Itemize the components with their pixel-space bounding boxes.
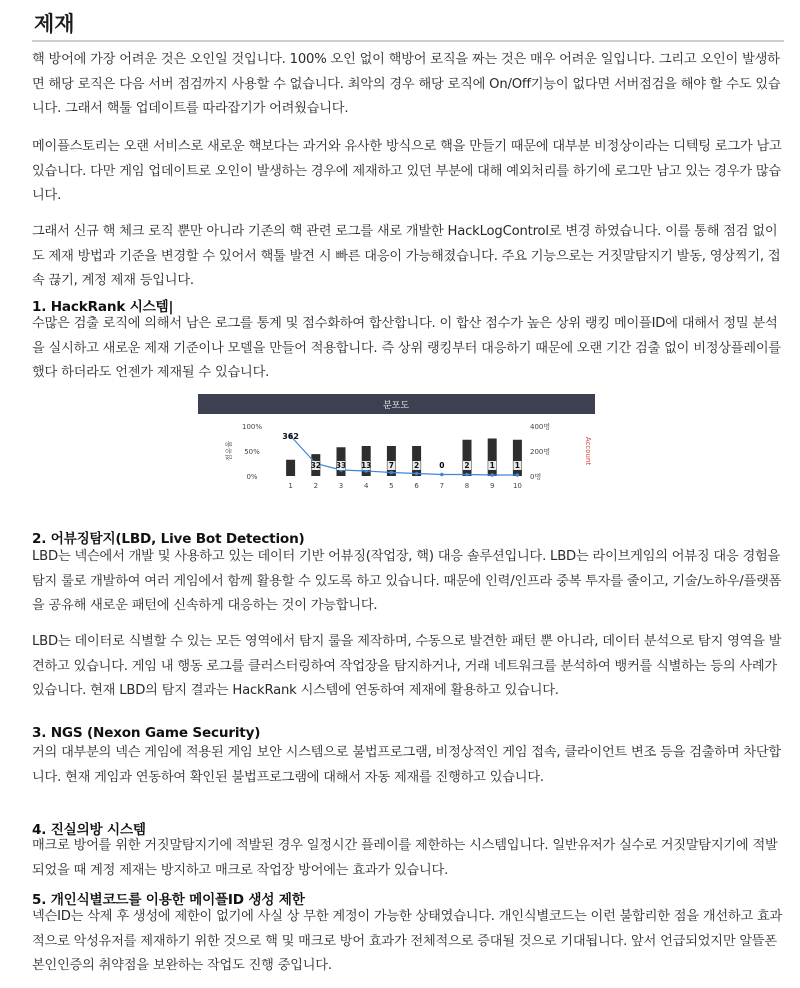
section-heading-lbd: 2. 어뷰징탐지(LBD, Live Bot Detection): [32, 531, 305, 547]
section-heading-hackrank: 1. HackRank 시스템|: [32, 299, 174, 315]
section-heading-id-restriction: 5. 개인식별코드를 이용한 메이플ID 생성 제한: [32, 892, 305, 908]
right-axis-label: Account: [584, 436, 592, 466]
chart-data-label: 7: [388, 461, 395, 470]
page-title: 제재: [34, 12, 75, 36]
chart-data-label: 1: [514, 461, 521, 470]
right-axis-tick-label: 200명: [530, 448, 551, 456]
chart-line-point: [415, 472, 419, 476]
chart-data-label: 362: [282, 432, 299, 441]
section-heading-truth-room: 4. 진실의방 시스템: [32, 822, 146, 838]
x-axis-tick-label: 1: [288, 482, 293, 490]
chart-data-label: 0: [439, 461, 445, 470]
x-axis-tick-label: 4: [363, 482, 369, 490]
chart-series-line: [291, 436, 521, 475]
section-lbd-paragraph-2: LBD는 데이터로 식별할 수 있는 모든 영역에서 탐지 룰을 제작하며, 수동으로 발견한 패턴 뿐 아니라, 데이터 분석으로 탐지 영역을 발견하고 있습니다. 게임 내 행동 로그를 클러스터링하여 작업장을 탐지하거나, 거래 네트워크를 분석하여 뱅커를 식별하는 등의 사례가 있습니다. 현재 LBD의 탐지 결과는 HackRank 시스템에 연동하여 제재에 활용하고 있습니다.: [32, 634, 782, 698]
x-axis-tick-label: 10: [512, 482, 522, 490]
chart-plot-area: [224, 422, 592, 490]
x-axis-tick-label: 6: [414, 482, 419, 490]
chart-data-label: 2: [413, 461, 420, 470]
chart-bar: [513, 440, 522, 476]
section-id-restriction-paragraph: 넥슨ID는 삭제 후 생성에 제한이 없기에 사실 상 무한 계정이 가능한 상태였습니다. 개인식별코드는 이런 불합리한 점을 개선하고 효과적으로 악성유저를 제재하기 위한 것으로 핵 및 매크로 방어 효과가 전체적으로 증대될 것으로 기대됩니다. 앞서 언급되었지만 알뜰폰 본인인증의 취약점을 보완하는 작업도 진행 중입니다.: [32, 909, 783, 973]
left-axis-tick-label: 0%: [246, 473, 258, 481]
left-axis-label: 점유율: [225, 440, 233, 462]
chart-line-point: [516, 473, 520, 477]
chart-bar: [286, 460, 295, 476]
chart-data-label: 13: [360, 461, 372, 470]
chart-data-label: 2: [464, 461, 470, 470]
chart-data-label: 1: [489, 461, 495, 470]
section-truth-room-paragraph: 매크로 방어를 위한 거짓말탐지기에 적발된 경우 일정시간 플레이를 제한하는 시스템입니다. 일반유저가 실수로 거짓말탐지기에 적발되었을 때 계정 제재는 방지하고 매크로 작업장 방어에는 효과가 있습니다.: [32, 838, 778, 878]
x-axis-tick-label: 2: [313, 482, 319, 490]
section-ngs-paragraph: 거의 대부분의 넥슨 게임에 적용된 게임 보안 시스템으로 불법프로그램, 비정상적인 게임 접속, 클라이언트 변조 등을 검출하며 차단합니다. 현재 게임과 연동하여 확인된 불법프로그램에 대해서 자동 제재를 진행하고 있습니다.: [32, 745, 781, 785]
x-axis-tick-label: 7: [439, 482, 445, 490]
x-axis-tick-label: 8: [464, 482, 470, 490]
intro-paragraph-3: 그래서 신규 핵 체크 로직 뿐만 아니라 기존의 핵 관련 로그를 새로 개발한 HackLogControl로 변경 하였습니다. 이를 통해 점검 없이도 제재 방법과 기준을 변경할 수 있어서 핵툴 발견 시 빠른 대응이 가능해졌습니다. 주요 기능으로는 거짓말탐지기 발동, 영상찍기, 접속 끊기, 계정 제재 등입니다.: [32, 224, 781, 288]
chart-title: 분포도: [382, 401, 410, 411]
x-axis-tick-label: 9: [489, 482, 495, 490]
section-lbd-paragraph-1: LBD는 넥슨에서 개발 및 사용하고 있는 데이터 기반 어뷰징(작업장, 핵) 대응 솔루션입니다. LBD는 라이브게임의 어뷰징 대응 경험을 탐지 룰로 개발하여 여러 게임에서 함께 활용할 수 있도록 하고 있습니다. 때문에 인력/인프라 중복 투자를 줄이고, 기술/노하우/플랫폼을 공유해 새로운 패턴에 신속하게 대응하는 것이 가능합니다.: [32, 549, 782, 613]
intro-paragraph-2: 메이플스토리는 오랜 서비스로 새로운 핵보다는 과거와 유사한 방식으로 핵을 만들기 때문에 대부분 비정상이라는 디텍팅 로그가 남고 있습니다. 다만 게임 업데이트로 오인이 발생하는 경우에 제재하고 있던 부분에 대해 예외처리를 하기에 로그만 남고 있는 경우가 많습니다.: [32, 139, 782, 203]
chart-line-point: [490, 473, 494, 477]
distribution-chart: [198, 394, 595, 501]
left-axis-tick-label: 50%: [244, 448, 260, 456]
x-axis-tick-label: 3: [338, 482, 344, 490]
chart-line-point: [465, 473, 469, 477]
chart-data-label: 32: [310, 461, 322, 470]
title-divider: [32, 40, 784, 42]
right-axis-tick-label: 400명: [530, 423, 551, 431]
section-hackrank-paragraph: 수많은 검출 로직에 의해서 남은 로그를 통계 및 점수화하여 합산합니다. 이 합산 점수가 높은 상위 랭킹 메이플ID에 대해서 정밀 분석을 실시하고 새로운 제재 기준이나 모델을 만들어 적용합니다. 즉 상위 랭킹부터 대응하기 때문에 오랜 기간 검출 없이 비정상플레이를 했다 하더라도 언젠가 제재될 수 있습니다.: [32, 316, 781, 380]
chart-line-point: [390, 471, 394, 475]
x-axis-tick-label: 5: [389, 482, 394, 490]
right-axis-tick-label: 0명: [530, 473, 542, 481]
chart-bar: [463, 440, 472, 476]
chart-line-point: [440, 473, 444, 477]
left-axis-tick-label: 100%: [241, 423, 263, 431]
chart-data-label: 33: [335, 461, 347, 470]
chart-bar: [488, 439, 497, 477]
section-heading-ngs: 3. NGS (Nexon Game Security): [32, 725, 261, 741]
intro-paragraph-1: 핵 방어에 가장 어려운 것은 오인일 것입니다. 100% 오인 없이 핵방어 로직을 짜는 것은 매우 어려운 일입니다. 그리고 오인이 발생하면 해당 로직은 다음 서버 점검까지 사용할 수 없습니다. 최악의 경우 해당 로직에 On/Off기능이 없다면 서버점검을 해야 할 수도 있습니다. 그래서 핵툴 업데이트를 따라잡기가 어려웠습니다.: [32, 52, 781, 116]
distribution-chart-svg: [198, 394, 595, 501]
